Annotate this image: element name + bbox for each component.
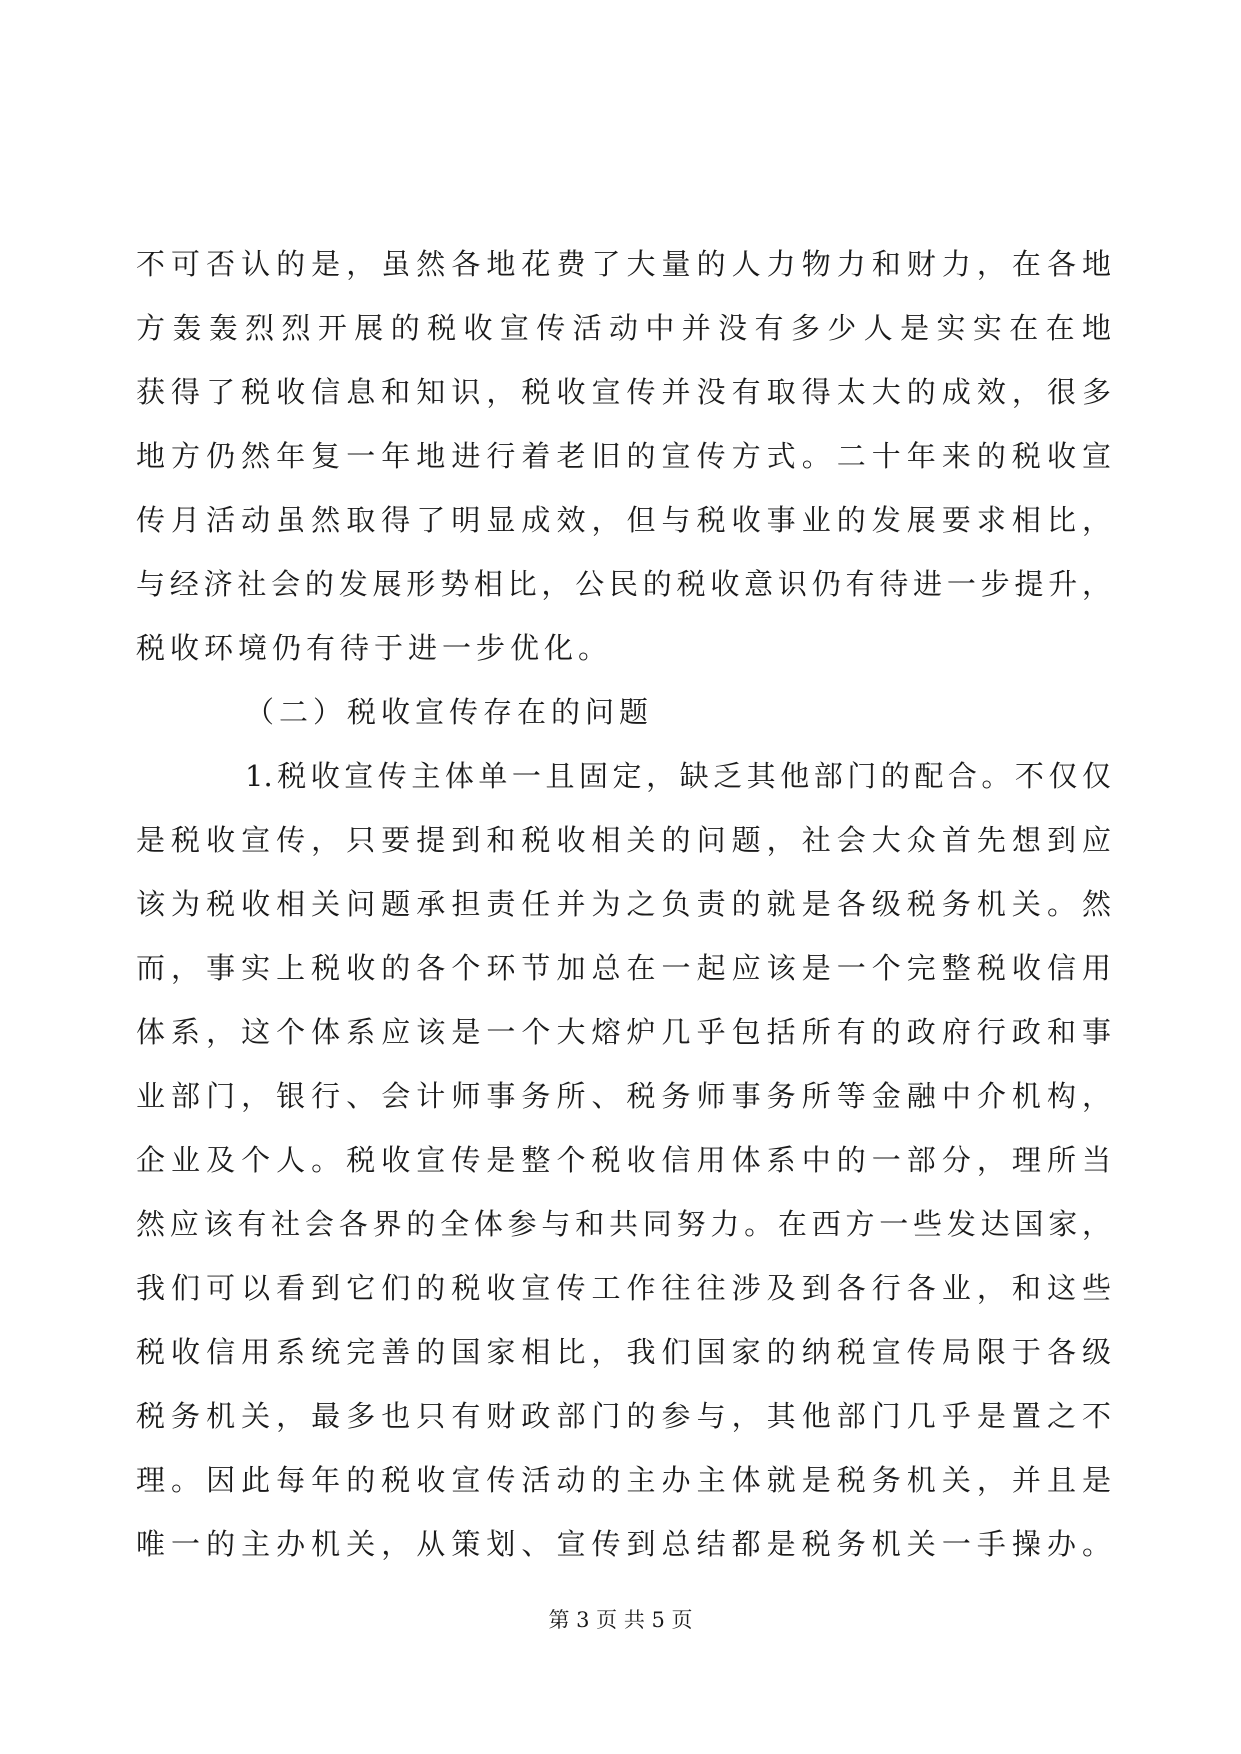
text-line: 获得了税收信息和知识，税收宣传并没有取得太大的成效，很多 xyxy=(136,375,1111,409)
text-line: 业部门，银行、会计师事务所、税务师事务所等金融中介机构， xyxy=(136,1079,1111,1113)
text-line: 理。因此每年的税收宣传活动的主办主体就是税务机关，并且是 xyxy=(136,1463,1111,1497)
text-line: 唯一的主办机关，从策划、宣传到总结都是税务机关一手操办。 xyxy=(136,1527,1111,1561)
text-line: 税务机关，最多也只有财政部门的参与，其他部门几乎是置之不 xyxy=(136,1399,1111,1433)
body-text xyxy=(136,232,1111,1576)
text-line: 1.税收宣传主体单一且固定，缺乏其他部门的配合。不仅仅 xyxy=(245,759,1111,793)
text-line: 企业及个人。税收宣传是整个税收信用体系中的一部分，理所当 xyxy=(136,1143,1111,1177)
text-line: 体系，这个体系应该是一个大熔炉几乎包括所有的政府行政和事 xyxy=(136,1015,1111,1049)
text-line: 该为税收相关问题承担责任并为之负责的就是各级税务机关。然 xyxy=(136,887,1111,921)
text-line: 而，事实上税收的各个环节加总在一起应该是一个完整税收信用 xyxy=(136,951,1111,985)
text-line: 然应该有社会各界的全体参与和共同努力。在西方一些发达国家， xyxy=(136,1207,1111,1241)
page-number: 第 3 页 共 5 页 xyxy=(548,1608,693,1632)
text-line: 税收环境仍有待于进一步优化。 xyxy=(136,631,613,665)
text-line: 传月活动虽然取得了明显成效，但与税收事业的发展要求相比， xyxy=(136,503,1111,537)
text-line: 我们可以看到它们的税收宣传工作往往涉及到各行各业，和这些 xyxy=(136,1271,1111,1305)
text-line: 是税收宣传，只要提到和税收相关的问题，社会大众首先想到应 xyxy=(136,823,1111,857)
text-line: 税收信用系统完善的国家相比，我们国家的纳税宣传局限于各级 xyxy=(136,1335,1111,1369)
text-line: 地方仍然年复一年地进行着老旧的宣传方式。二十年来的税收宣 xyxy=(136,439,1111,473)
section-heading: （二）税收宣传存在的问题 xyxy=(245,695,654,729)
text-line: 方轰轰烈烈开展的税收宣传活动中并没有多少人是实实在在地 xyxy=(136,311,1111,345)
text-line: 与经济社会的发展形势相比，公民的税收意识仍有待进一步提升， xyxy=(136,567,1111,601)
text-line: 不可否认的是，虽然各地花费了大量的人力物力和财力，在各地 xyxy=(136,247,1111,281)
